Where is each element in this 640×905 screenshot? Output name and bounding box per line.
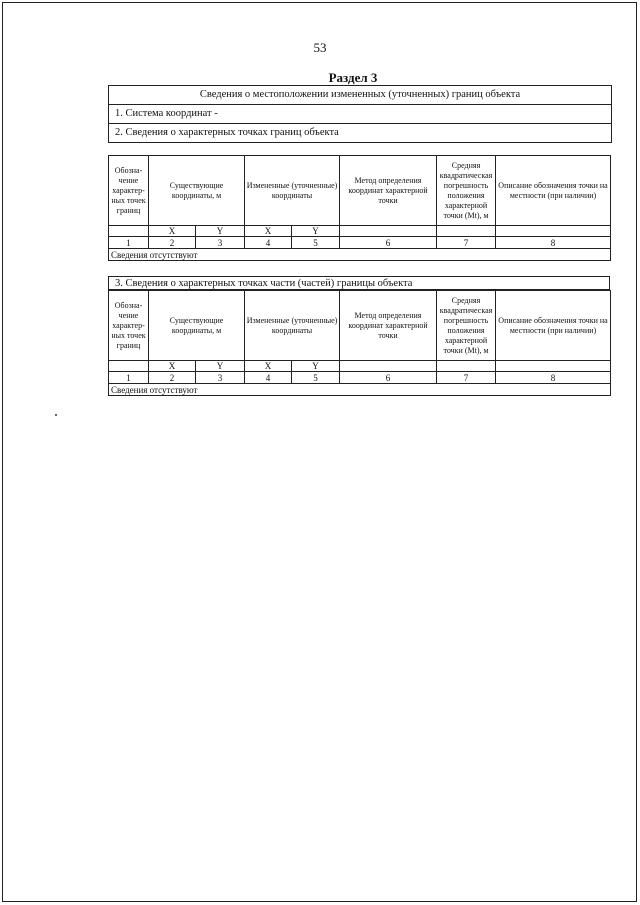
header-existing-coords: Существующие координаты, м <box>149 291 245 361</box>
col-number: 7 <box>437 237 496 249</box>
section-header-box <box>108 85 612 143</box>
header-error: Средняя квадратическая погрешность положения характерной точки (Mt), м <box>437 156 496 226</box>
col-number: 3 <box>196 372 245 384</box>
section-title: Раздел 3 <box>328 70 378 85</box>
col-number: 8 <box>496 237 611 249</box>
header-error: Средняя квадратическая погрешность положения характерной точки (Mt), м <box>437 291 496 361</box>
col-number: 2 <box>149 237 196 249</box>
header-method: Метод определения координат характерной точки <box>340 156 437 226</box>
header-x: X <box>245 361 292 372</box>
col-number: 3 <box>196 237 245 249</box>
header-method: Метод определения координат характерной точки <box>340 291 437 361</box>
header-description: Описание обозначения точки на местности (при наличии) <box>496 291 611 361</box>
no-data-note: Сведения отсутствуют <box>109 249 611 261</box>
part-points-table <box>108 290 611 396</box>
col-number: 4 <box>245 372 292 384</box>
col-number: 1 <box>109 372 149 384</box>
col-number: 4 <box>245 237 292 249</box>
points-title-row: 2. Сведения о характерных точках границ объекта <box>115 127 339 138</box>
no-data-note: Сведения отсутствуют <box>109 384 611 396</box>
scan-speck <box>55 414 57 416</box>
col-number: 6 <box>340 237 437 249</box>
header-y: Y <box>196 226 245 237</box>
col-number: 7 <box>437 372 496 384</box>
header-x: X <box>149 361 196 372</box>
header-x: X <box>245 226 292 237</box>
coord-system-row: 1. Система координат - <box>109 105 611 124</box>
header-x: X <box>149 226 196 237</box>
col-number: 1 <box>109 237 149 249</box>
col-number: 5 <box>292 237 340 249</box>
boundary-points-table <box>108 155 611 261</box>
header-changed-coords: Измененные (уточненные) координаты <box>245 291 340 361</box>
header-y: Y <box>292 226 340 237</box>
col-number: 6 <box>340 372 437 384</box>
header-y: Y <box>292 361 340 372</box>
header-point-designation: Обозна-чение характер-ных точек границ <box>109 156 149 226</box>
header-existing-coords: Существующие координаты, м <box>149 156 245 226</box>
header-description: Описание обозначения точки на местности (при наличии) <box>496 156 611 226</box>
col-number: 2 <box>149 372 196 384</box>
page-number: 53 <box>313 40 327 55</box>
part-points-title: 3. Сведения о характерных точках части (частей) границы объекта <box>108 276 610 290</box>
col-number: 8 <box>496 372 611 384</box>
header-changed-coords: Измененные (уточненные) координаты <box>245 156 340 226</box>
location-header: Сведения о местоположении измененных (уточненных) границ объекта <box>109 86 611 105</box>
header-point-designation: Обозна-чение характер-ных точек границ <box>109 291 149 361</box>
header-y: Y <box>196 361 245 372</box>
col-number: 5 <box>292 372 340 384</box>
